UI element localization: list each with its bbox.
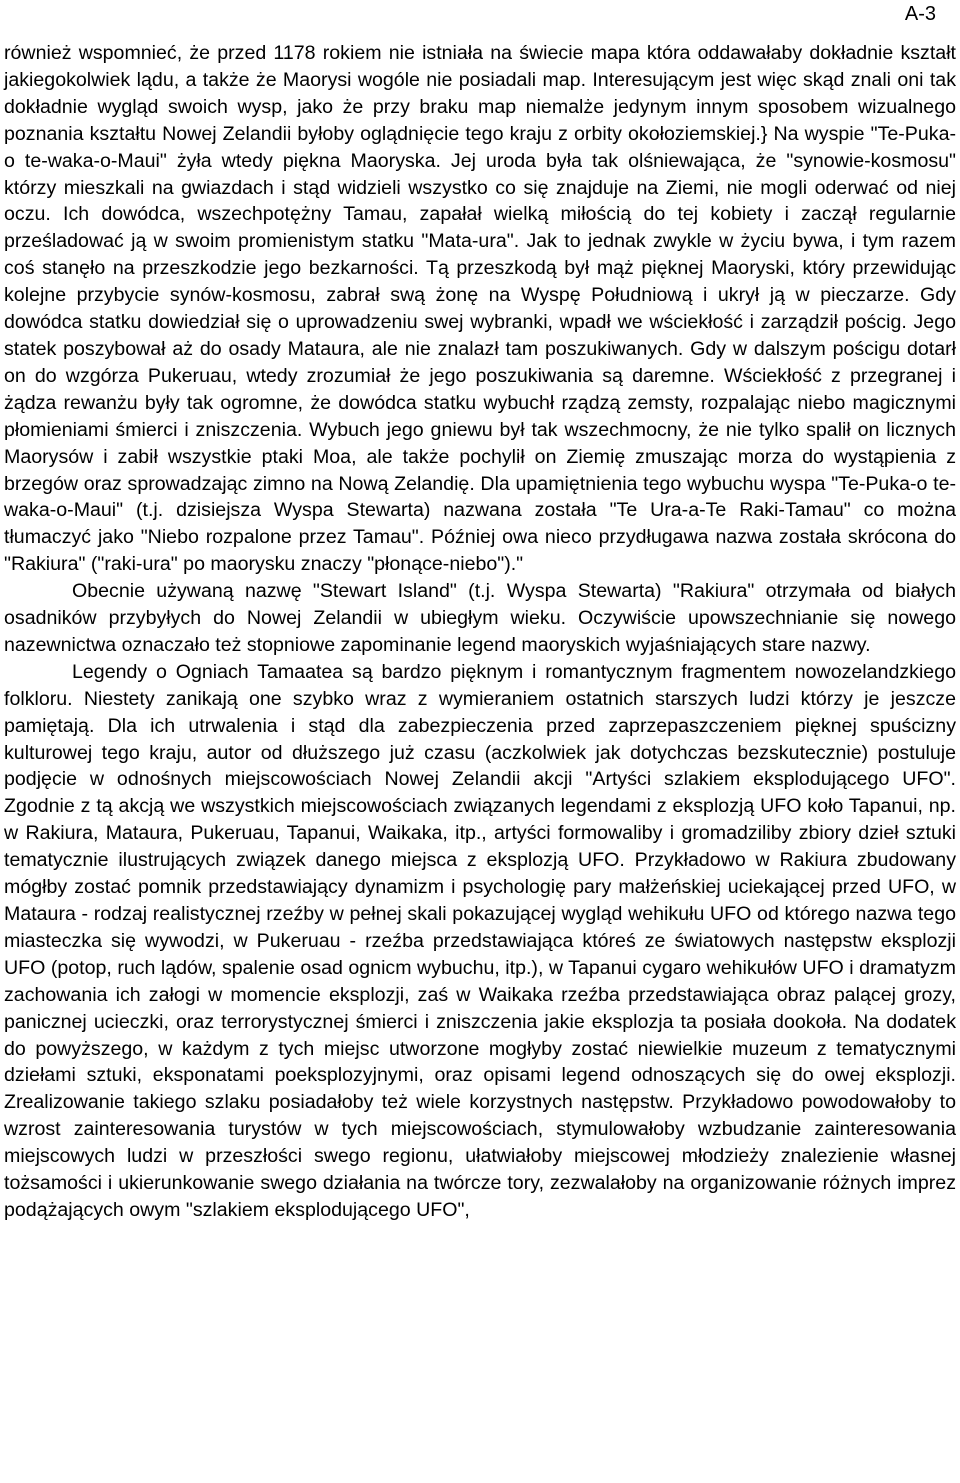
paragraph-3: Legendy o Ogniach Tamaatea są bardzo pięknym i romantycznym fragmentem nowozelandzkiego folkloru. Niestety zanikają one szybko wraz z wymieraniem ostatnich starszych ludzi którzy je jeszcze pamiętają. Dla ich utrwalenia i stąd dla zabezpieczenia przed zaprzepaszczeniem pięknej spuścizny kulturowej tego kraju, autor od dłuższego już czasu (aczkolwiek jak dotychczas bezskutecznie) postuluje podjęcie w odnośnych miejscowościach Nowej Zelandii akcji "Artyści szlakiem eksplodującego UFO". Zgodnie z tą akcją we wszystkich miejscowościach związanych legendami z eksplozją UFO koło Tapanui, np. w Rakiura, Mataura, Pukeruau, Tapanui, Waikaka, itp., artyści formowaliby i gromadziliby zbiory dzieł sztuki tematycznie ilustrujących związek danego miejsca z eksplozją UFO. Przykładowo w Rakiura zbudowany mógłby zostać pomnik przedstawiający dynamizm i psychologię pary małżeńskiej uciekającej przed UFO, w Mataura - rodzaj realistycznej rzeźby w pełnej skali pokazującej wygląd wehikułu UFO od którego nazwa tego miasteczka się wywodzi, w Pukeruau - rzeźba przedstawiająca któreś ze światowych następstw eksplozji UFO (potop, ruch lądów, spalenie osad ognicm wybuchu, itp.), w Tapanui cygaro wehikułów UFO i dramatyzm zachowania ich załogi w momencie eksplozji, zaś w Waikaka rzeźba przedstawiająca obraz palącej grozy, panicznej ucieczki, oraz terrorystycznej śmierci i zniszczenia jakie eksplozja ta posiała dookoła. Na dodatek do powyższego, w każdym z tych miejsc utworzone mogłyby zostać niewielkie muzeum z tematycznymi dziełami sztuki, eksponatami poeksplozyjnymi, oraz opisami legend odnoszących się do owej eksplozji. Zrealizowanie takiego szlaku posiadałoby też wiele korzystnych następstw. Przykładowo powodowałoby to wzrost zainteresowania turystów w tych miejscowościach, stymulowałoby wzbudzanie zainteresowania miejscowych ludzi w przeszłości swego regionu, ułatwiałoby miejscowej młodzieży znalezienie własnej tożsamości i ukierunkowanie swego działania na twórcze tory, zezwalałoby na organizowanie różnych imprez podążających owym "szlakiem eksplodującego UFO", (4, 660, 956, 1221)
paragraph-1: również wspomnieć, że przed 1178 rokiem nie istniała na świecie mapa która oddawałaby dokładnie kształt jakiegokolwiek lądu, a także że Maorysi wogóle nie posiadali map. Interesującym jest więc skąd znali oni tak dokładnie wygląd swoich wysp, jako że przy braku map niemalże jedynym innym sposobem wizualnego poznania kształtu Nowej Zelandii byłoby oglądnięcie tego kraju z orbity okołoziemskiej.} Na wyspie "Te-Puka-o te-waka-o-Maui" żyła wtedy piękna Maoryska. Jej uroda była tak olśniewająca, że "synowie-kosmosu" którzy mieszkali na gwiazdach i stąd widzieli wszystko co się znajduje na Ziemi, nie mogli oderwać od niej oczu. Ich dowódca, wszechpotężny Tamau, zapałał wielką miłością do tej kobiety i zaczął regularnie prześladować ją w swoim promienistym statku "Mata-ura". Jak to jednak zwykle w życiu bywa, i tym razem coś stanęło na przeszkodzie jego bezkarności. Tą przeszkodą był mąż pięknej Maoryski, który przewidując kolejne przybycie synów-kosmosu, zabrał swą żonę na Wyspę Południową i ukrył ją w pieczarze. Gdy dowódca statku dowiedział się o uprowadzeniu swej wybranki, wpadł we wściekłość i zarządził pościg. Jego statek poszybował aż do osady Mataura, ale nie znalazł tam poszukiwanych. Gdy w dalszym pościgu dotarł on do wzgórza Pukeruau, wtedy zrozumiał że jego poszukiwania są daremne. Wściekłość z przegranej i żądza rewanżu były tak ogromne, że dowódca statku wybuchł rządzą zemsty, rozpalając niebo magicznymi płomieniami śmierci i zniszczenia. Wybuch jego gniewu był tak wszechmocny, że nie tylko spalił on licznych Maorysów i zabił wszystkie ptaki Moa, ale także pochylił on Ziemię zmuszając morza do wystąpienia z brzegów oraz sprowadzając zimno na Nową Zelandię. Dla upamiętnienia tego wybuchu wyspa "Te-Puka-o te-waka-o-Maui" (t.j. dzisiejsza Wyspa Stewarta) nazwana została "Te Ura-a-Te Raki-Tamau" co można tłumaczyć jako "Niebo rozpalone przez Tamau". Później owa nieco przydługawa nazwa została skrócona do "Rakiura" ("raki-ura" po maorysku znaczy "płonące-niebo")." (4, 42, 956, 576)
document-body (4, 40, 956, 1224)
paragraph-2: Obecnie używaną nazwę "Stewart Island" (t.j. Wyspa Stewarta) "Rakiura" otrzymała od białych osadników przybyłych do Nowej Zelandii w ubiegłym wieku. Oczywiście upowszechnianie się nowego nazewnictwa oznaczało też stopniowe zapominanie legend maoryskich wyjaśniających stare nazwy. (4, 580, 956, 656)
page-number: A-3 (904, 3, 936, 25)
